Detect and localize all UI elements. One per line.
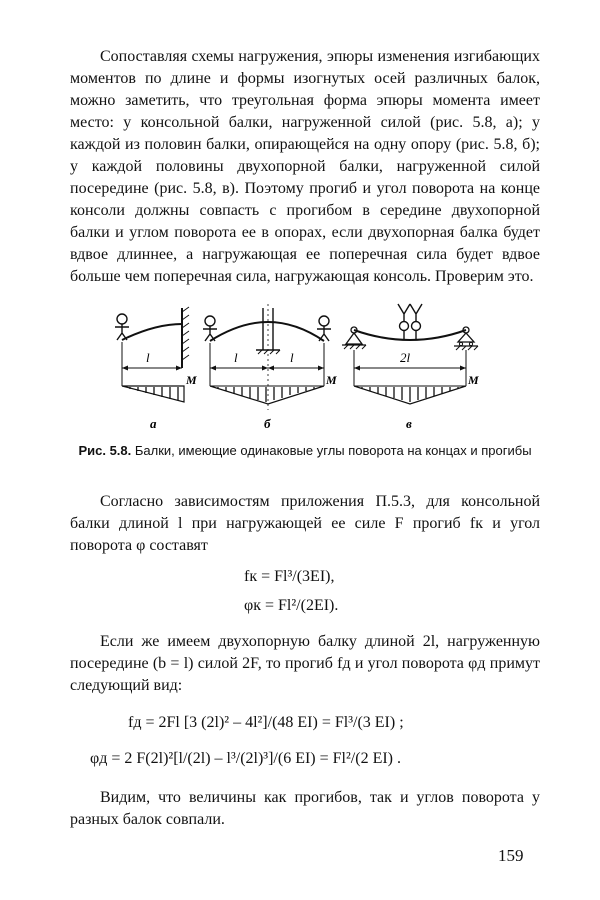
sublabel-v: в xyxy=(406,416,412,431)
formula-deflection-cantilever: fк = Fl³/(3EI), xyxy=(244,568,335,585)
paragraph-intro: Сопоставляя схемы нагружения, эпюры изменения изгибающих моментов по длине и формы изогнутых осей различных балок, можно заметить, что треугольная форма эпюры момента имеет место: у консольной балки, нагруженной силой (рис. 5.8, а); у каждой из половин балки, опирающейся на одну опору (рис. 5.8, б); у каждой половины двухопорной балки, нагруженной силой посередине (рис. 5.8, в). Поэтому прогиб и угол поворота на конце консоли должны совпасть с прогибом в середине двухопорной балки и углом поворота ее в опорах, если двухопорная балка будет вдвое длиннее, а нагружающая ее поперечная сила будет вдвое больше чем поперечная сила, нагружающая консоль. Проверим это. xyxy=(70,48,540,285)
dim-label-l-b1: l xyxy=(234,350,238,365)
page-number: 159 xyxy=(498,846,524,865)
sublabel-a: а xyxy=(150,416,157,431)
dim-label-2l: 2l xyxy=(400,350,411,365)
figure-5-8 xyxy=(100,300,520,435)
moment-label-v: M xyxy=(468,373,479,387)
formula-angle-cantilever: φк = Fl²/(2EI). xyxy=(244,597,339,614)
moment-label-b: M xyxy=(326,373,337,387)
caption-label: Рис. 5.8. xyxy=(78,443,132,458)
formula-angle-two-support: φд = 2 F(2l)²[l/(2l) – l³/(2l)³]/(6 EI) = Fl²/(2 EI) . xyxy=(90,750,401,767)
sublabel-b: б xyxy=(264,416,271,431)
paragraph-two-support: Если же имеем двухопорную балку длиной 2l, нагруженную посередине (b = l) силой 2F, то прогиб fд и угол поворота φд примут следующий вид: xyxy=(70,633,540,694)
formula-deflection-two-support: fд = 2Fl [3 (2l)² – 4l²]/(48 EI) = Fl³/(3 EI) ; xyxy=(128,714,404,731)
figure-part-b xyxy=(203,304,337,431)
paragraph-cantilever: Согласно зависимостям приложения П.5.3, для консольной балки длиной l при нагружающей ее силе F прогиб fк и угол поворота φ составят xyxy=(70,493,540,554)
figure-part-v xyxy=(342,304,479,431)
dim-label-l-b2: l xyxy=(290,350,294,365)
paragraph-conclusion: Видим, что величины как прогибов, так и углов поворота у разных балок совпали. xyxy=(70,789,540,828)
figure-caption xyxy=(60,442,550,459)
figure-part-a xyxy=(115,307,197,431)
dim-label-l-a: l xyxy=(146,350,150,365)
moment-label-a: M xyxy=(186,373,197,387)
caption-text: Балки, имеющие одинаковые углы поворота на концах и прогибы xyxy=(134,443,532,458)
